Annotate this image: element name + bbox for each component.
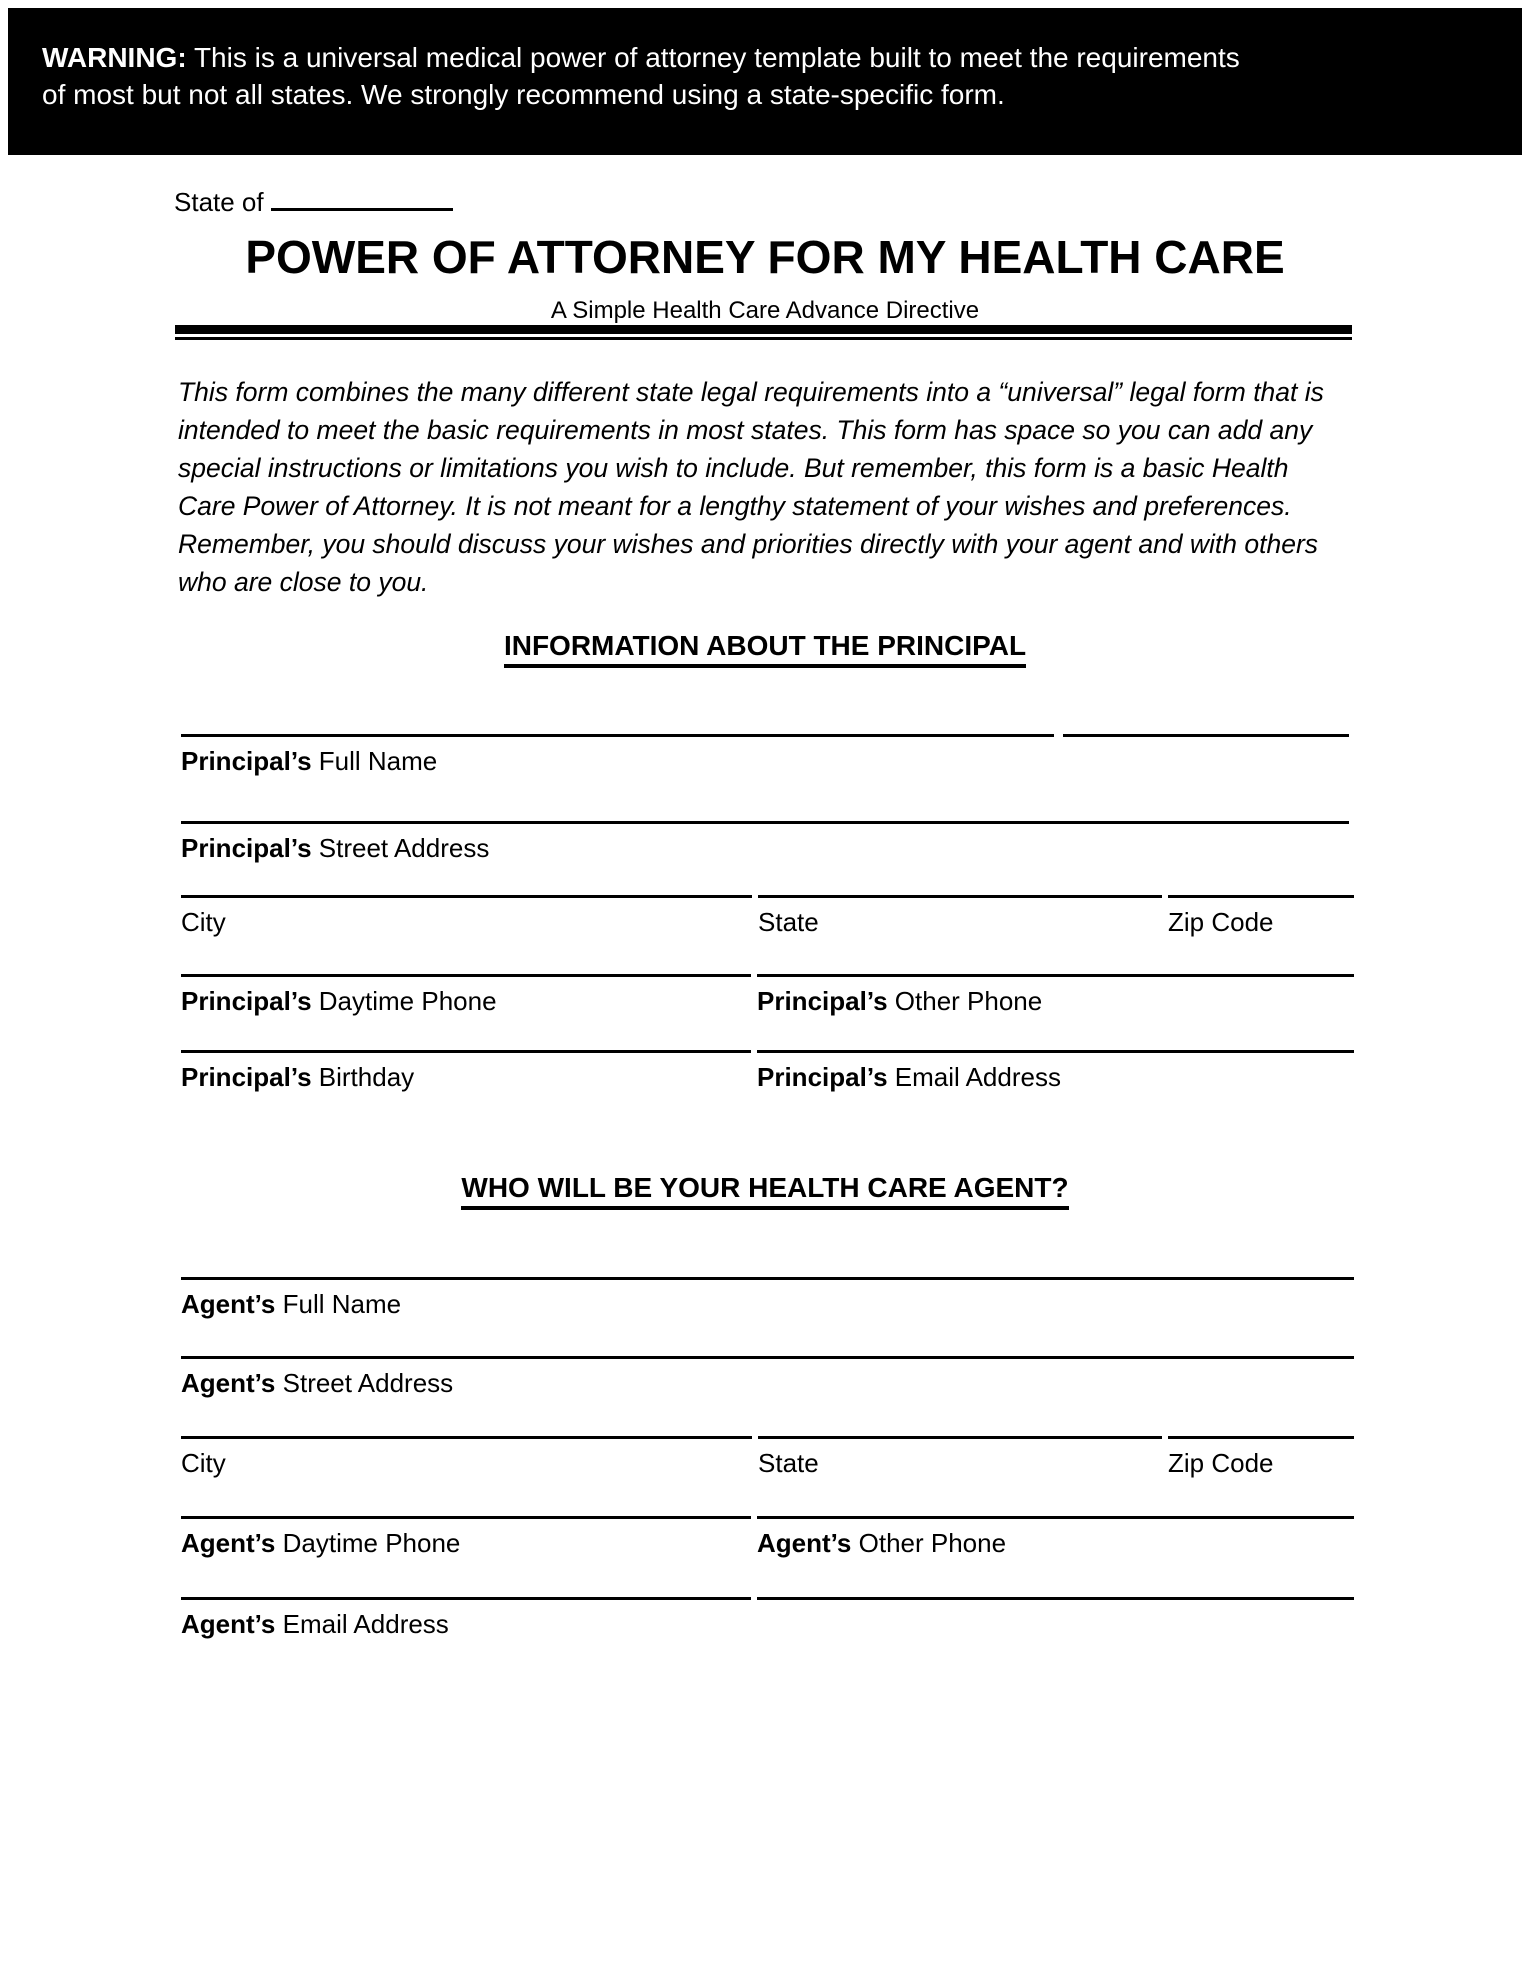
label-text-part: Daytime Phone — [282, 1528, 461, 1558]
agent-other-phone-label — [757, 1519, 1354, 1558]
label-text-part: Birthday — [318, 1062, 415, 1092]
label-text-part: Other Phone — [894, 986, 1043, 1016]
principal-birthday-email-row — [181, 1050, 1354, 1092]
principal-email-field[interactable] — [757, 1050, 1354, 1092]
label-text-part: Street Address — [318, 833, 490, 863]
principal-email-label — [757, 1053, 1354, 1092]
principal-city-field[interactable] — [181, 895, 752, 937]
warning-banner — [8, 8, 1522, 155]
agent-street-address-label — [181, 1359, 1354, 1398]
section-heading-principal — [0, 630, 1530, 668]
state-of-field — [174, 184, 453, 218]
intro-paragraph: This form combines the many different state legal requirements into a “universal” legal form that is intended to meet the basic requirements in most states. This form has space so you can add any special instructions or limitations you wish to include. But remember, this form is a basic Health Care Power of Attorney. It is not meant for a lengthy statement of your wishes and preferences. Remember, you should discuss your wishes and priorities directly with your agent and with others who are close to you. — [178, 377, 1324, 597]
principal-full-name-label — [181, 737, 1054, 776]
principal-daytime-phone-field[interactable] — [181, 974, 751, 1016]
label-bold-part: Principal’s — [757, 1062, 888, 1092]
label-text-part: State — [758, 1448, 819, 1478]
agent-zip-field[interactable] — [1168, 1436, 1354, 1478]
title-divider — [175, 325, 1352, 340]
principal-street-address-row — [181, 821, 1349, 863]
label-bold-part: Agent’s — [181, 1368, 276, 1398]
label-bold-part: Agent’s — [757, 1528, 852, 1558]
agent-state-label — [758, 1439, 1162, 1478]
section-heading-principal-text: INFORMATION ABOUT THE PRINCIPAL — [504, 630, 1026, 668]
state-of-blank[interactable] — [271, 184, 453, 211]
agent-email-extra-blank[interactable] — [757, 1597, 1354, 1639]
principal-state-field[interactable] — [758, 895, 1162, 937]
label-bold-part: Agent’s — [181, 1609, 276, 1639]
label-bold-part: Principal’s — [757, 986, 888, 1016]
principal-birthday-field[interactable] — [181, 1050, 751, 1092]
agent-full-name-label — [181, 1280, 1354, 1319]
section-heading-agent-text: WHO WILL BE YOUR HEALTH CARE AGENT? — [461, 1172, 1068, 1210]
label-text-part: State — [758, 907, 819, 937]
label-bold-part: Principal’s — [181, 746, 312, 776]
agent-other-phone-field[interactable] — [757, 1516, 1354, 1558]
label-text-part: City — [181, 1448, 226, 1478]
principal-full-name-row — [181, 734, 1349, 776]
warning-text — [42, 39, 1267, 113]
label-text-part: Full Name — [318, 746, 438, 776]
agent-city-field[interactable] — [181, 1436, 752, 1478]
principal-phones-row — [181, 974, 1354, 1016]
principal-street-address-field[interactable] — [181, 821, 1349, 863]
agent-city-label — [181, 1439, 752, 1478]
label-text-part: Email Address — [282, 1609, 449, 1639]
label-text-part: Zip Code — [1168, 1448, 1274, 1478]
label-text-part: Full Name — [282, 1289, 402, 1319]
label-text-part: Email Address — [894, 1062, 1061, 1092]
agent-email-field[interactable] — [181, 1597, 751, 1639]
principal-birthday-label — [181, 1053, 751, 1092]
principal-zip-label — [1168, 898, 1354, 937]
agent-phones-row — [181, 1516, 1354, 1558]
agent-street-address-field[interactable] — [181, 1356, 1354, 1398]
agent-street-address-row — [181, 1356, 1354, 1398]
label-bold-part: Principal’s — [181, 1062, 312, 1092]
agent-email-row — [181, 1597, 1354, 1639]
label-bold-part: Principal’s — [181, 986, 312, 1016]
agent-full-name-field[interactable] — [181, 1277, 1354, 1319]
principal-state-label — [758, 898, 1162, 937]
principal-city-label — [181, 898, 752, 937]
label-text-part: Street Address — [282, 1368, 454, 1398]
label-bold-part: Agent’s — [181, 1289, 276, 1319]
warning-label: WARNING: — [42, 42, 187, 73]
document-title: POWER OF ATTORNEY FOR MY HEALTH CARE — [245, 231, 1285, 283]
label-text-part: Other Phone — [858, 1528, 1007, 1558]
agent-city-state-zip-row — [181, 1436, 1354, 1478]
label-text-part: Zip Code — [1168, 907, 1274, 937]
principal-other-phone-label — [757, 977, 1354, 1016]
agent-daytime-phone-label — [181, 1519, 751, 1558]
label-bold-part: Principal’s — [181, 833, 312, 863]
label-bold-part: Agent’s — [181, 1528, 276, 1558]
agent-state-field[interactable] — [758, 1436, 1162, 1478]
agent-full-name-row — [181, 1277, 1354, 1319]
principal-full-name-extra-blank[interactable] — [1063, 734, 1349, 776]
label-text-part: City — [181, 907, 226, 937]
principal-city-state-zip-row — [181, 895, 1354, 937]
principal-zip-field[interactable] — [1168, 895, 1354, 937]
document-subtitle: A Simple Health Care Advance Directive — [550, 297, 980, 324]
section-heading-agent — [0, 1172, 1530, 1210]
warning-message: This is a universal medical power of attorney template built to meet the requirements of most but not all states. We strongly recommend using a state-specific form. — [42, 42, 1240, 110]
principal-daytime-phone-label — [181, 977, 751, 1016]
state-of-label: State of — [174, 187, 264, 217]
principal-other-phone-field[interactable] — [757, 974, 1354, 1016]
principal-street-address-label — [181, 824, 1349, 863]
principal-full-name-field[interactable] — [181, 734, 1054, 776]
agent-email-label — [181, 1600, 751, 1639]
label-text-part: Daytime Phone — [318, 986, 497, 1016]
agent-daytime-phone-field[interactable] — [181, 1516, 751, 1558]
agent-zip-label — [1168, 1439, 1354, 1478]
